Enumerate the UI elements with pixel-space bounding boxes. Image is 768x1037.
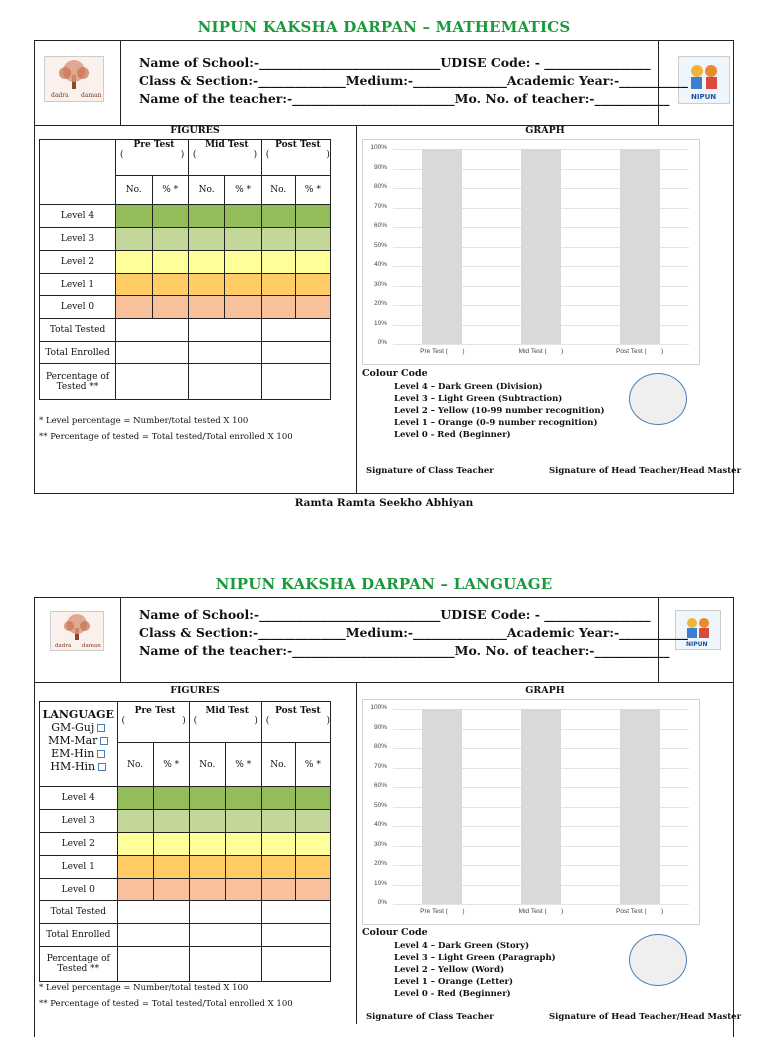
y-tick-label: 40% bbox=[373, 261, 387, 268]
graph-heading: GRAPH bbox=[525, 125, 565, 136]
y-tick-label: 0% bbox=[377, 339, 387, 346]
table-row: Level 1 bbox=[40, 274, 331, 296]
colour-code-item: Level 1 – Orange (Letter) bbox=[394, 977, 514, 987]
chart-bar bbox=[422, 709, 462, 904]
table-row: Level 4 bbox=[40, 787, 331, 810]
y-tick-label: 60% bbox=[373, 782, 387, 789]
stamp-circle bbox=[629, 373, 687, 425]
y-tick-label: 20% bbox=[373, 300, 387, 307]
class-teacher-signature: Signature of Class Teacher bbox=[366, 466, 494, 476]
language-chart bbox=[362, 699, 700, 925]
table-row: Level 2 bbox=[40, 833, 331, 856]
colour-code-item: Level 0 - Red (Beginner) bbox=[394, 989, 511, 999]
svg-text:dadra: dadra bbox=[51, 92, 69, 99]
chart-bar bbox=[422, 149, 462, 344]
math-figures-table: Pre Test ( ) Mid Test ( ) Post Test ( ) No. % * No. % * No. % * Level 4 Level 3 Level 2 Level 1 Level 0 Total Tested Total Enrolled Percentage of Tested ** bbox=[39, 139, 331, 400]
class-teacher-signature: Signature of Class Teacher bbox=[366, 1012, 494, 1022]
table-row: Level 0 bbox=[40, 879, 331, 901]
y-tick-label: 80% bbox=[373, 743, 387, 750]
y-tick-label: 30% bbox=[373, 840, 387, 848]
y-tick-label: 50% bbox=[373, 801, 387, 809]
y-tick-label: 50% bbox=[373, 241, 387, 249]
table-row: Total Enrolled bbox=[40, 924, 331, 947]
graph-heading: GRAPH bbox=[525, 685, 565, 696]
footnote-tested: ** Percentage of tested = Total tested/Total enrolled X 100 bbox=[39, 432, 293, 442]
pre-test-header: Pre Test ( ) bbox=[117, 702, 189, 743]
teacher-info-line: Name of the teacher:-__________________________Mo. No. of teacher:-____________ bbox=[139, 91, 670, 106]
checkbox-em-hin[interactable] bbox=[97, 750, 105, 758]
teacher-info-line: Name of the teacher:-__________________________Mo. No. of teacher:-____________ bbox=[139, 643, 670, 658]
pre-test-header: Pre Test ( ) bbox=[116, 140, 189, 176]
footnote-level: * Level percentage = Number/total tested X 100 bbox=[39, 983, 249, 993]
language-title: NIPUN KAKSHA DARPAN – LANGUAGE bbox=[215, 575, 553, 593]
class-info-line: Class & Section:-______________Medium:-_______________Academic Year:-___________ bbox=[139, 625, 688, 640]
head-teacher-signature: Signature of Head Teacher/Head Master bbox=[549, 1012, 742, 1022]
checkbox-mm-mar[interactable] bbox=[100, 737, 108, 745]
y-tick-label: 80% bbox=[373, 183, 387, 190]
class-info-line: Class & Section:-______________Medium:-_______________Academic Year:-___________ bbox=[139, 73, 688, 88]
colour-code-item: Level 2 – Yellow (Word) bbox=[394, 965, 505, 975]
x-tick-label: Post Test ( ) bbox=[616, 348, 664, 355]
chart-bar bbox=[620, 149, 660, 344]
school-tree-logo bbox=[50, 611, 104, 651]
stamp-circle bbox=[629, 934, 687, 986]
school-info-line: Name of School:-_____________________________UDISE Code: - _________________ bbox=[139, 55, 651, 70]
post-test-header: Post Test ( ) bbox=[261, 140, 330, 176]
table-row: Level 0 bbox=[40, 296, 331, 319]
checkbox-hm-hin[interactable] bbox=[98, 763, 106, 771]
footnote-tested: ** Percentage of tested = Total tested/Total enrolled X 100 bbox=[39, 999, 293, 1009]
school-tree-logo bbox=[44, 56, 104, 102]
y-tick-label: 40% bbox=[373, 821, 387, 828]
language-select: LANGUAGE GM-Guj MM-Mar EM-Hin HM-Hin bbox=[40, 702, 118, 787]
y-tick-label: 90% bbox=[373, 723, 387, 731]
post-test-header: Post Test ( ) bbox=[261, 702, 330, 743]
mid-test-header: Mid Test ( ) bbox=[189, 702, 261, 743]
svg-text:NIPUN: NIPUN bbox=[691, 93, 717, 101]
table-row: Level 3 bbox=[40, 228, 331, 251]
chart-bar bbox=[620, 709, 660, 904]
y-tick-label: 30% bbox=[373, 280, 387, 288]
campaign-caption: Ramta Ramta Seekho Abhiyan bbox=[294, 497, 474, 509]
footnote-level: * Level percentage = Number/total tested X 100 bbox=[39, 416, 249, 426]
head-teacher-signature: Signature of Head Teacher/Head Master bbox=[549, 466, 742, 476]
colour-code-title: Colour Code bbox=[362, 927, 428, 938]
y-tick-label: 20% bbox=[373, 860, 387, 867]
y-tick-label: 10% bbox=[373, 879, 387, 887]
figures-heading: FIGURES bbox=[170, 685, 220, 696]
y-tick-label: 70% bbox=[373, 202, 387, 210]
x-tick-label: Mid Test ( ) bbox=[518, 348, 564, 355]
x-tick-label: Mid Test ( ) bbox=[518, 908, 564, 915]
chart-bar bbox=[521, 709, 561, 904]
colour-code-title: Colour Code bbox=[362, 368, 428, 379]
colour-code-item: Level 4 – Dark Green (Division) bbox=[394, 382, 543, 392]
table-row: Level 2 bbox=[40, 251, 331, 274]
math-title: NIPUN KAKSHA DARPAN – MATHEMATICS bbox=[197, 18, 571, 36]
colour-code-item: Level 2 – Yellow (10-99 number recognition) bbox=[394, 406, 605, 416]
table-row: Level 4 bbox=[40, 205, 331, 228]
table-row: Percentage of Tested ** bbox=[40, 364, 331, 400]
x-tick-label: Post Test ( ) bbox=[616, 908, 664, 915]
school-info-line: Name of School:-_____________________________UDISE Code: - _________________ bbox=[139, 607, 651, 622]
svg-text:NIPUN: NIPUN bbox=[686, 641, 708, 648]
colour-code-item: Level 3 – Light Green (Subtraction) bbox=[394, 394, 563, 404]
table-row: Percentage of Tested ** bbox=[40, 947, 331, 982]
colour-code-item: Level 0 - Red (Beginner) bbox=[394, 430, 511, 440]
mid-test-header: Mid Test ( ) bbox=[188, 140, 261, 176]
x-tick-label: Pre Test ( ) bbox=[420, 348, 465, 355]
table-row: Total Tested bbox=[40, 901, 331, 924]
svg-text:daman: daman bbox=[81, 92, 102, 99]
colour-code-item: Level 4 – Dark Green (Story) bbox=[394, 941, 530, 951]
y-tick-label: 100% bbox=[370, 704, 387, 711]
table-row: Total Tested bbox=[40, 319, 331, 342]
x-tick-label: Pre Test ( ) bbox=[420, 908, 465, 915]
y-tick-label: 60% bbox=[373, 222, 387, 229]
y-tick-label: 70% bbox=[373, 762, 387, 770]
chart-bar bbox=[521, 149, 561, 344]
table-row: Level 1 bbox=[40, 856, 331, 879]
table-row: Level 3 bbox=[40, 810, 331, 833]
y-tick-label: 10% bbox=[373, 319, 387, 327]
checkbox-gm-guj[interactable] bbox=[97, 724, 105, 732]
language-figures-table: LANGUAGE GM-Guj MM-Mar EM-Hin HM-Hin Pre Test ( ) Mid Test ( ) Post Test ( ) No. % * No. % * No. % * Level 4 Level 3 Level 2 Level 1 Level 0 Total Tested Total Enrolled Percentage of Tested ** bbox=[39, 701, 331, 982]
chart-gridline bbox=[393, 344, 689, 345]
math-chart bbox=[362, 139, 700, 365]
y-tick-label: 90% bbox=[373, 163, 387, 171]
chart-gridline bbox=[393, 904, 689, 905]
table-row: Total Enrolled bbox=[40, 342, 331, 364]
svg-text:daman: daman bbox=[82, 643, 101, 649]
colour-code-item: Level 3 – Light Green (Paragraph) bbox=[394, 953, 556, 963]
svg-text:dadra: dadra bbox=[55, 643, 72, 649]
y-tick-label: 0% bbox=[377, 899, 387, 906]
colour-code-item: Level 1 – Orange (0-9 number recognition) bbox=[394, 418, 598, 428]
figures-heading: FIGURES bbox=[170, 125, 220, 136]
y-tick-label: 100% bbox=[370, 144, 387, 151]
